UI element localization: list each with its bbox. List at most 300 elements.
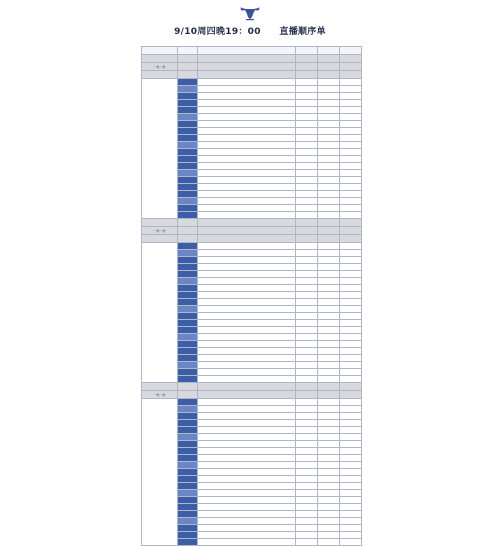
separator-cell bbox=[318, 219, 340, 227]
category-badge bbox=[178, 313, 198, 320]
table-cell bbox=[340, 532, 362, 539]
table-cell bbox=[296, 320, 318, 327]
category-badge bbox=[178, 93, 198, 100]
separator-cell bbox=[318, 227, 340, 235]
table-cell bbox=[296, 285, 318, 292]
table-cell bbox=[296, 413, 318, 420]
table-cell bbox=[340, 198, 362, 205]
separator-cell bbox=[296, 55, 318, 63]
table-cell bbox=[296, 525, 318, 532]
table-cell bbox=[198, 413, 296, 420]
table-cell bbox=[296, 271, 318, 278]
schedule-table bbox=[141, 46, 362, 546]
category-badge bbox=[178, 341, 198, 348]
table-cell bbox=[318, 191, 340, 198]
table-cell bbox=[296, 184, 318, 191]
table-cell bbox=[318, 212, 340, 219]
category-badge bbox=[178, 376, 198, 383]
separator-cell bbox=[296, 63, 318, 71]
table-cell bbox=[198, 79, 296, 86]
category-badge bbox=[178, 184, 198, 191]
table-cell bbox=[340, 355, 362, 362]
table-cell bbox=[296, 539, 318, 546]
table-cell bbox=[198, 170, 296, 177]
table-cell bbox=[340, 156, 362, 163]
table-cell bbox=[340, 93, 362, 100]
separator-cell bbox=[318, 63, 340, 71]
table-cell bbox=[340, 170, 362, 177]
category-badge bbox=[178, 285, 198, 292]
table-cell bbox=[340, 476, 362, 483]
separator-cell bbox=[296, 227, 318, 235]
table-cell bbox=[340, 107, 362, 114]
table-cell bbox=[198, 306, 296, 313]
table-cell bbox=[198, 156, 296, 163]
separator-cell bbox=[178, 383, 198, 391]
category-badge bbox=[178, 198, 198, 205]
table-cell bbox=[198, 278, 296, 285]
table-cell bbox=[340, 511, 362, 518]
table-cell bbox=[318, 271, 340, 278]
table-cell bbox=[318, 497, 340, 504]
table-row bbox=[142, 79, 362, 86]
table-cell bbox=[296, 135, 318, 142]
separator-cell bbox=[296, 383, 318, 391]
category-badge bbox=[178, 483, 198, 490]
table-cell bbox=[340, 455, 362, 462]
table-cell bbox=[318, 462, 340, 469]
table-cell bbox=[340, 142, 362, 149]
table-cell bbox=[198, 149, 296, 156]
table-cell bbox=[318, 469, 340, 476]
table-cell bbox=[198, 250, 296, 257]
table-cell bbox=[318, 135, 340, 142]
table-cell bbox=[198, 406, 296, 413]
table-cell bbox=[296, 406, 318, 413]
table-cell bbox=[340, 79, 362, 86]
category-badge bbox=[178, 135, 198, 142]
header-cell bbox=[198, 47, 296, 55]
table-cell bbox=[340, 369, 362, 376]
table-cell bbox=[340, 413, 362, 420]
page-title: 9/10周四晚19：00 直播顺序单 bbox=[174, 27, 326, 37]
category-badge bbox=[178, 142, 198, 149]
header-cell bbox=[142, 47, 178, 55]
table-cell bbox=[340, 441, 362, 448]
table-cell bbox=[296, 299, 318, 306]
table-cell bbox=[198, 532, 296, 539]
table-cell bbox=[296, 455, 318, 462]
category-badge bbox=[178, 518, 198, 525]
table-cell bbox=[318, 320, 340, 327]
category-badge bbox=[178, 504, 198, 511]
category-badge bbox=[178, 264, 198, 271]
table-cell bbox=[318, 327, 340, 334]
table-cell bbox=[296, 177, 318, 184]
table-cell bbox=[198, 212, 296, 219]
table-cell bbox=[318, 511, 340, 518]
table-cell bbox=[340, 100, 362, 107]
separator-row bbox=[142, 235, 362, 243]
table-cell bbox=[198, 93, 296, 100]
table-cell bbox=[198, 205, 296, 212]
table-cell bbox=[296, 434, 318, 441]
table-cell bbox=[318, 427, 340, 434]
separator-cell bbox=[178, 63, 198, 71]
table-cell bbox=[340, 497, 362, 504]
separator-row bbox=[142, 71, 362, 79]
table-cell bbox=[296, 306, 318, 313]
category-badge bbox=[178, 271, 198, 278]
separator-cell bbox=[142, 55, 178, 63]
table-cell bbox=[318, 250, 340, 257]
table-cell bbox=[340, 504, 362, 511]
category-badge bbox=[178, 413, 198, 420]
separator-cell bbox=[340, 63, 362, 71]
category-badge bbox=[178, 79, 198, 86]
table-cell bbox=[296, 427, 318, 434]
category-badge bbox=[178, 420, 198, 427]
separator-cell bbox=[318, 71, 340, 79]
table-cell bbox=[296, 163, 318, 170]
separator-cell bbox=[340, 55, 362, 63]
table-cell bbox=[296, 250, 318, 257]
category-badge bbox=[178, 511, 198, 518]
separator-cell bbox=[318, 391, 340, 399]
table-cell bbox=[318, 100, 340, 107]
table-cell bbox=[318, 292, 340, 299]
category-badge bbox=[178, 86, 198, 93]
category-badge bbox=[178, 299, 198, 306]
table-cell bbox=[318, 413, 340, 420]
table-cell bbox=[340, 448, 362, 455]
category-badge bbox=[178, 212, 198, 219]
table-cell bbox=[340, 250, 362, 257]
table-cell bbox=[296, 142, 318, 149]
table-cell bbox=[296, 469, 318, 476]
table-cell bbox=[340, 121, 362, 128]
table-cell bbox=[198, 86, 296, 93]
category-badge bbox=[178, 441, 198, 448]
table-cell bbox=[318, 455, 340, 462]
table-cell bbox=[340, 376, 362, 383]
table-cell bbox=[198, 292, 296, 299]
table-cell bbox=[340, 149, 362, 156]
table-cell bbox=[340, 285, 362, 292]
category-badge bbox=[178, 121, 198, 128]
group-label-cell: 一秒一秒 bbox=[142, 391, 178, 399]
category-badge bbox=[178, 490, 198, 497]
table-cell bbox=[318, 156, 340, 163]
schedule-sheet bbox=[141, 46, 361, 498]
table-cell bbox=[318, 170, 340, 177]
table-cell bbox=[340, 306, 362, 313]
table-cell bbox=[296, 278, 318, 285]
category-badge bbox=[178, 163, 198, 170]
table-cell bbox=[318, 264, 340, 271]
header-cell bbox=[318, 47, 340, 55]
category-badge bbox=[178, 205, 198, 212]
table-cell bbox=[296, 205, 318, 212]
table-cell bbox=[318, 518, 340, 525]
table-cell bbox=[296, 532, 318, 539]
table-cell bbox=[340, 348, 362, 355]
table-cell bbox=[318, 177, 340, 184]
category-badge bbox=[178, 292, 198, 299]
table-cell bbox=[318, 313, 340, 320]
separator-row bbox=[142, 227, 362, 235]
table-cell bbox=[198, 539, 296, 546]
table-cell bbox=[296, 327, 318, 334]
table-cell bbox=[340, 243, 362, 250]
table-cell bbox=[340, 420, 362, 427]
table-cell bbox=[296, 107, 318, 114]
table-cell bbox=[318, 376, 340, 383]
separator-row bbox=[142, 391, 362, 399]
table-cell bbox=[318, 306, 340, 313]
category-badge bbox=[178, 156, 198, 163]
table-cell bbox=[318, 406, 340, 413]
table-cell bbox=[198, 483, 296, 490]
group-cell bbox=[142, 243, 178, 383]
separator-cell bbox=[198, 383, 296, 391]
table-cell bbox=[198, 198, 296, 205]
table-cell bbox=[318, 504, 340, 511]
table-cell bbox=[198, 504, 296, 511]
category-badge bbox=[178, 114, 198, 121]
group-cell bbox=[142, 399, 178, 546]
table-cell bbox=[318, 86, 340, 93]
table-cell bbox=[296, 369, 318, 376]
table-cell bbox=[340, 257, 362, 264]
table-cell bbox=[318, 205, 340, 212]
separator-cell bbox=[296, 71, 318, 79]
table-cell bbox=[318, 348, 340, 355]
separator-cell bbox=[198, 63, 296, 71]
table-cell bbox=[318, 369, 340, 376]
category-badge bbox=[178, 362, 198, 369]
separator-cell bbox=[178, 227, 198, 235]
separator-cell bbox=[198, 235, 296, 243]
table-cell bbox=[198, 114, 296, 121]
table-cell bbox=[198, 490, 296, 497]
table-cell bbox=[340, 320, 362, 327]
group-label-cell: 一秒一秒 bbox=[142, 63, 178, 71]
table-cell bbox=[340, 271, 362, 278]
table-cell bbox=[296, 504, 318, 511]
table-cell bbox=[340, 399, 362, 406]
table-cell bbox=[296, 355, 318, 362]
category-badge bbox=[178, 250, 198, 257]
table-cell bbox=[198, 191, 296, 198]
table-cell bbox=[318, 184, 340, 191]
table-cell bbox=[296, 292, 318, 299]
category-badge bbox=[178, 278, 198, 285]
table-cell bbox=[198, 107, 296, 114]
separator-cell bbox=[198, 55, 296, 63]
category-badge bbox=[178, 257, 198, 264]
table-cell bbox=[340, 427, 362, 434]
table-cell bbox=[318, 107, 340, 114]
table-cell bbox=[318, 539, 340, 546]
separator-cell bbox=[198, 71, 296, 79]
category-badge bbox=[178, 469, 198, 476]
separator-cell bbox=[340, 71, 362, 79]
table-cell bbox=[198, 313, 296, 320]
table-cell bbox=[296, 313, 318, 320]
table-cell bbox=[296, 341, 318, 348]
header-cell bbox=[178, 47, 198, 55]
table-cell bbox=[318, 483, 340, 490]
table-cell bbox=[318, 142, 340, 149]
category-badge bbox=[178, 476, 198, 483]
table-cell bbox=[296, 497, 318, 504]
category-badge bbox=[178, 369, 198, 376]
table-cell bbox=[296, 170, 318, 177]
table-cell bbox=[340, 191, 362, 198]
category-badge bbox=[178, 327, 198, 334]
table-cell bbox=[296, 476, 318, 483]
table-cell bbox=[198, 135, 296, 142]
table-cell bbox=[318, 299, 340, 306]
table-cell bbox=[318, 257, 340, 264]
table-cell bbox=[296, 128, 318, 135]
table-cell bbox=[296, 243, 318, 250]
table-cell bbox=[198, 518, 296, 525]
separator-cell bbox=[198, 219, 296, 227]
table-cell bbox=[198, 476, 296, 483]
table-cell bbox=[198, 128, 296, 135]
header-cell bbox=[340, 47, 362, 55]
category-badge bbox=[178, 434, 198, 441]
table-cell bbox=[340, 86, 362, 93]
table-cell bbox=[318, 163, 340, 170]
table-cell bbox=[318, 490, 340, 497]
table-cell bbox=[340, 135, 362, 142]
table-cell bbox=[296, 448, 318, 455]
separator-cell bbox=[178, 55, 198, 63]
table-cell bbox=[198, 399, 296, 406]
table-cell bbox=[296, 121, 318, 128]
category-badge bbox=[178, 243, 198, 250]
category-badge bbox=[178, 532, 198, 539]
table-cell bbox=[318, 334, 340, 341]
header-cell bbox=[296, 47, 318, 55]
table-cell bbox=[318, 79, 340, 86]
table-cell bbox=[296, 511, 318, 518]
category-badge bbox=[178, 462, 198, 469]
table-cell bbox=[296, 376, 318, 383]
table-cell bbox=[296, 114, 318, 121]
table-cell bbox=[198, 121, 296, 128]
table-cell bbox=[340, 278, 362, 285]
category-badge bbox=[178, 399, 198, 406]
category-badge bbox=[178, 448, 198, 455]
separator-cell bbox=[178, 219, 198, 227]
table-cell bbox=[340, 205, 362, 212]
separator-row bbox=[142, 55, 362, 63]
table-cell bbox=[198, 334, 296, 341]
table-row bbox=[142, 243, 362, 250]
table-cell bbox=[340, 177, 362, 184]
table-cell bbox=[318, 128, 340, 135]
separator-cell bbox=[318, 235, 340, 243]
table-cell bbox=[296, 264, 318, 271]
table-cell bbox=[198, 264, 296, 271]
table-cell bbox=[318, 420, 340, 427]
table-cell bbox=[198, 427, 296, 434]
bull-logo-icon bbox=[239, 5, 261, 21]
table-cell bbox=[318, 341, 340, 348]
separator-cell bbox=[318, 55, 340, 63]
table-cell bbox=[198, 434, 296, 441]
table-cell bbox=[318, 114, 340, 121]
category-badge bbox=[178, 320, 198, 327]
table-cell bbox=[318, 448, 340, 455]
table-cell bbox=[198, 525, 296, 532]
category-badge bbox=[178, 191, 198, 198]
table-cell bbox=[340, 341, 362, 348]
table-cell bbox=[198, 455, 296, 462]
table-cell bbox=[318, 149, 340, 156]
table-cell bbox=[318, 278, 340, 285]
table-cell bbox=[198, 177, 296, 184]
table-cell bbox=[198, 441, 296, 448]
separator-cell bbox=[142, 219, 178, 227]
table-cell bbox=[198, 257, 296, 264]
category-badge bbox=[178, 539, 198, 546]
table-cell bbox=[296, 334, 318, 341]
table-cell bbox=[340, 483, 362, 490]
table-cell bbox=[296, 156, 318, 163]
table-cell bbox=[296, 191, 318, 198]
table-cell bbox=[340, 490, 362, 497]
separator-cell bbox=[296, 235, 318, 243]
table-cell bbox=[198, 320, 296, 327]
table-cell bbox=[296, 462, 318, 469]
table-cell bbox=[198, 462, 296, 469]
table-cell bbox=[340, 518, 362, 525]
separator-cell bbox=[340, 235, 362, 243]
separator-cell bbox=[142, 235, 178, 243]
table-cell bbox=[296, 348, 318, 355]
table-cell bbox=[198, 369, 296, 376]
table-cell bbox=[198, 341, 296, 348]
separator-cell bbox=[340, 383, 362, 391]
separator-cell bbox=[178, 71, 198, 79]
table-cell bbox=[340, 469, 362, 476]
table-cell bbox=[198, 376, 296, 383]
table-cell bbox=[296, 518, 318, 525]
table-cell bbox=[340, 264, 362, 271]
table-cell bbox=[340, 128, 362, 135]
table-cell bbox=[296, 79, 318, 86]
table-cell bbox=[198, 100, 296, 107]
table-cell bbox=[198, 271, 296, 278]
separator-cell bbox=[340, 227, 362, 235]
table-cell bbox=[340, 114, 362, 121]
separator-cell bbox=[178, 235, 198, 243]
table-cell bbox=[340, 334, 362, 341]
table-cell bbox=[296, 100, 318, 107]
table-cell bbox=[318, 243, 340, 250]
table-row bbox=[142, 399, 362, 406]
category-badge bbox=[178, 170, 198, 177]
table-cell bbox=[340, 184, 362, 191]
category-badge bbox=[178, 306, 198, 313]
category-badge bbox=[178, 455, 198, 462]
table-cell bbox=[296, 483, 318, 490]
